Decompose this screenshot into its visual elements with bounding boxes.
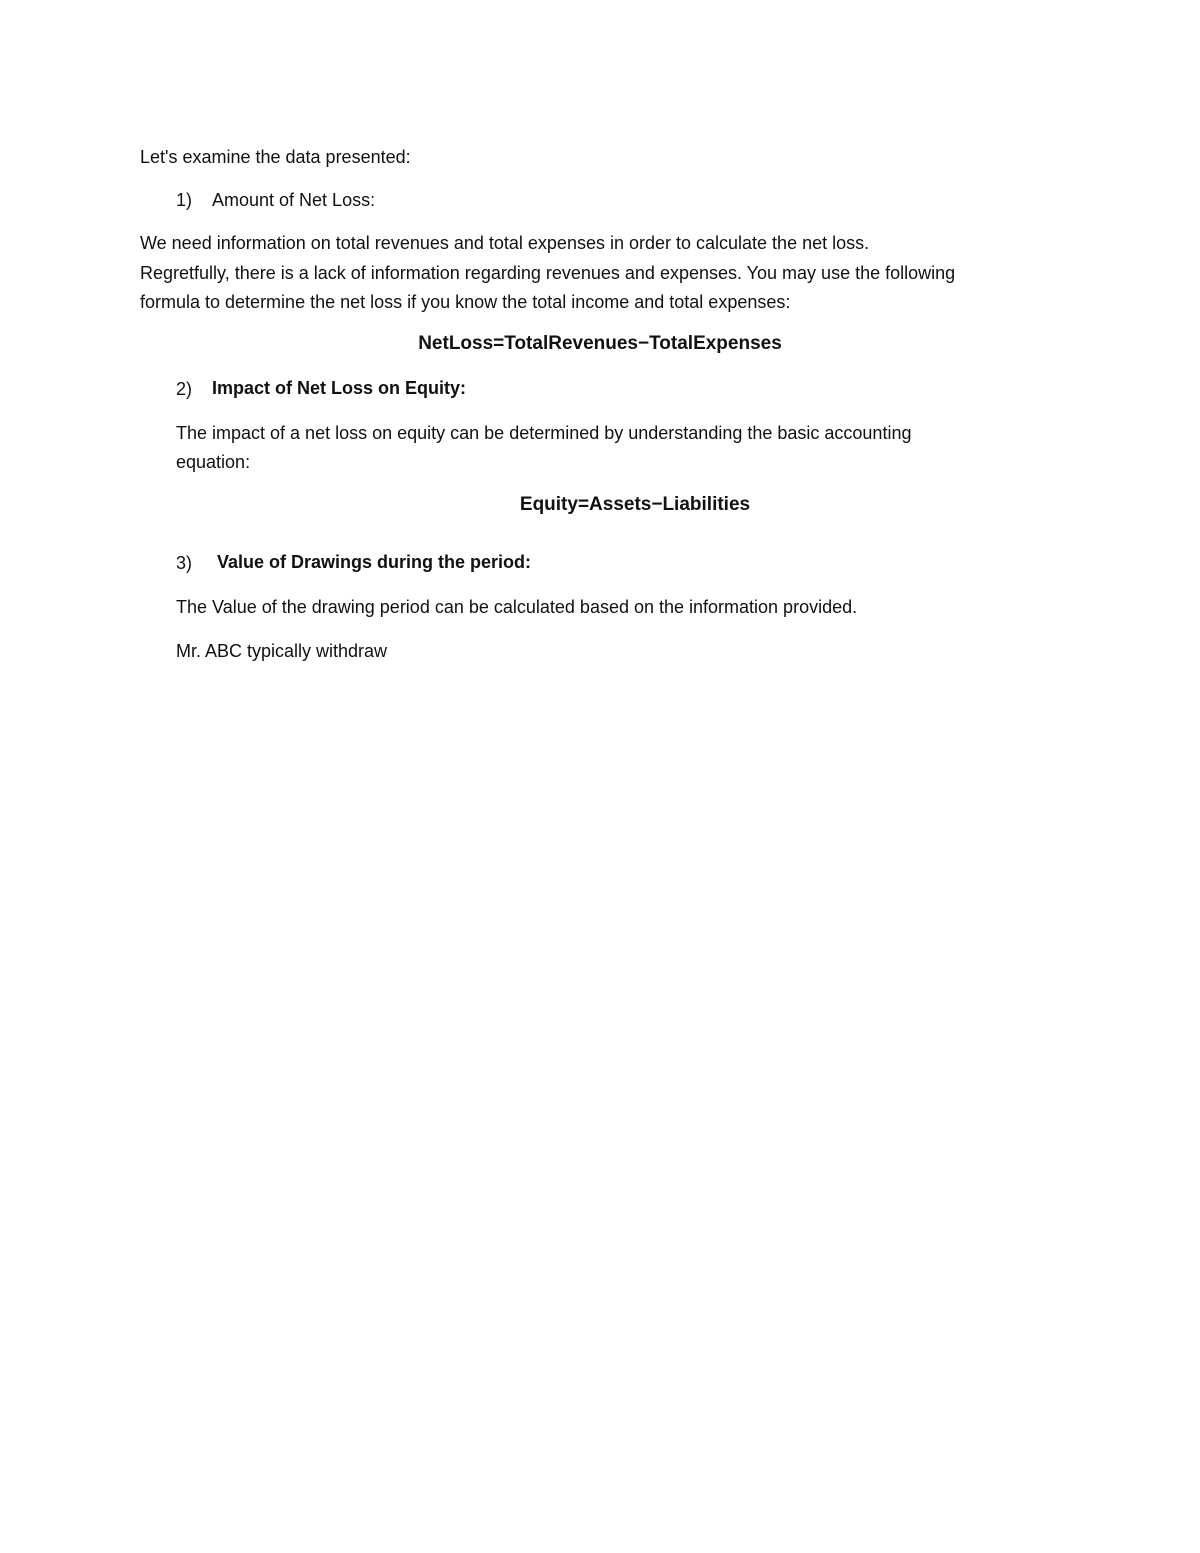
section-3-paragraph-line-1: The Value of the drawing period can be calculated based on the information provided. bbox=[176, 597, 858, 617]
section-1-paragraph-line-1: We need information on total revenues and total expenses in order to calculate the net loss. bbox=[140, 233, 870, 253]
intro-text: Let's examine the data presented: bbox=[140, 147, 411, 167]
section-3-number: 3) bbox=[176, 553, 193, 573]
section-1-paragraph-line-2: Regretfully, there is a lack of information regarding revenues and expenses. You may use the following bbox=[140, 263, 956, 283]
section-1-paragraph-line-3: formula to determine the net loss if you know the total income and total expenses: bbox=[140, 292, 791, 312]
section-3-heading: Value of Drawings during the period: bbox=[217, 552, 532, 572]
section-2-number: 2) bbox=[176, 379, 193, 399]
section-1-number: 1) bbox=[176, 190, 193, 210]
section-2-paragraph-line-1: The impact of a net loss on equity can be determined by understanding the basic accounting bbox=[176, 423, 912, 443]
section-3-closing-text: Mr. ABC typically withdraw bbox=[176, 641, 388, 661]
section-2-heading: Impact of Net Loss on Equity: bbox=[212, 378, 467, 398]
section-1-heading: Amount of Net Loss: bbox=[212, 190, 376, 210]
equity-formula: Equity=Assets−Liabilities bbox=[519, 494, 751, 515]
net-loss-formula: NetLoss=TotalRevenues−TotalExpenses bbox=[418, 333, 782, 354]
section-2-paragraph-line-2: equation: bbox=[176, 452, 251, 472]
